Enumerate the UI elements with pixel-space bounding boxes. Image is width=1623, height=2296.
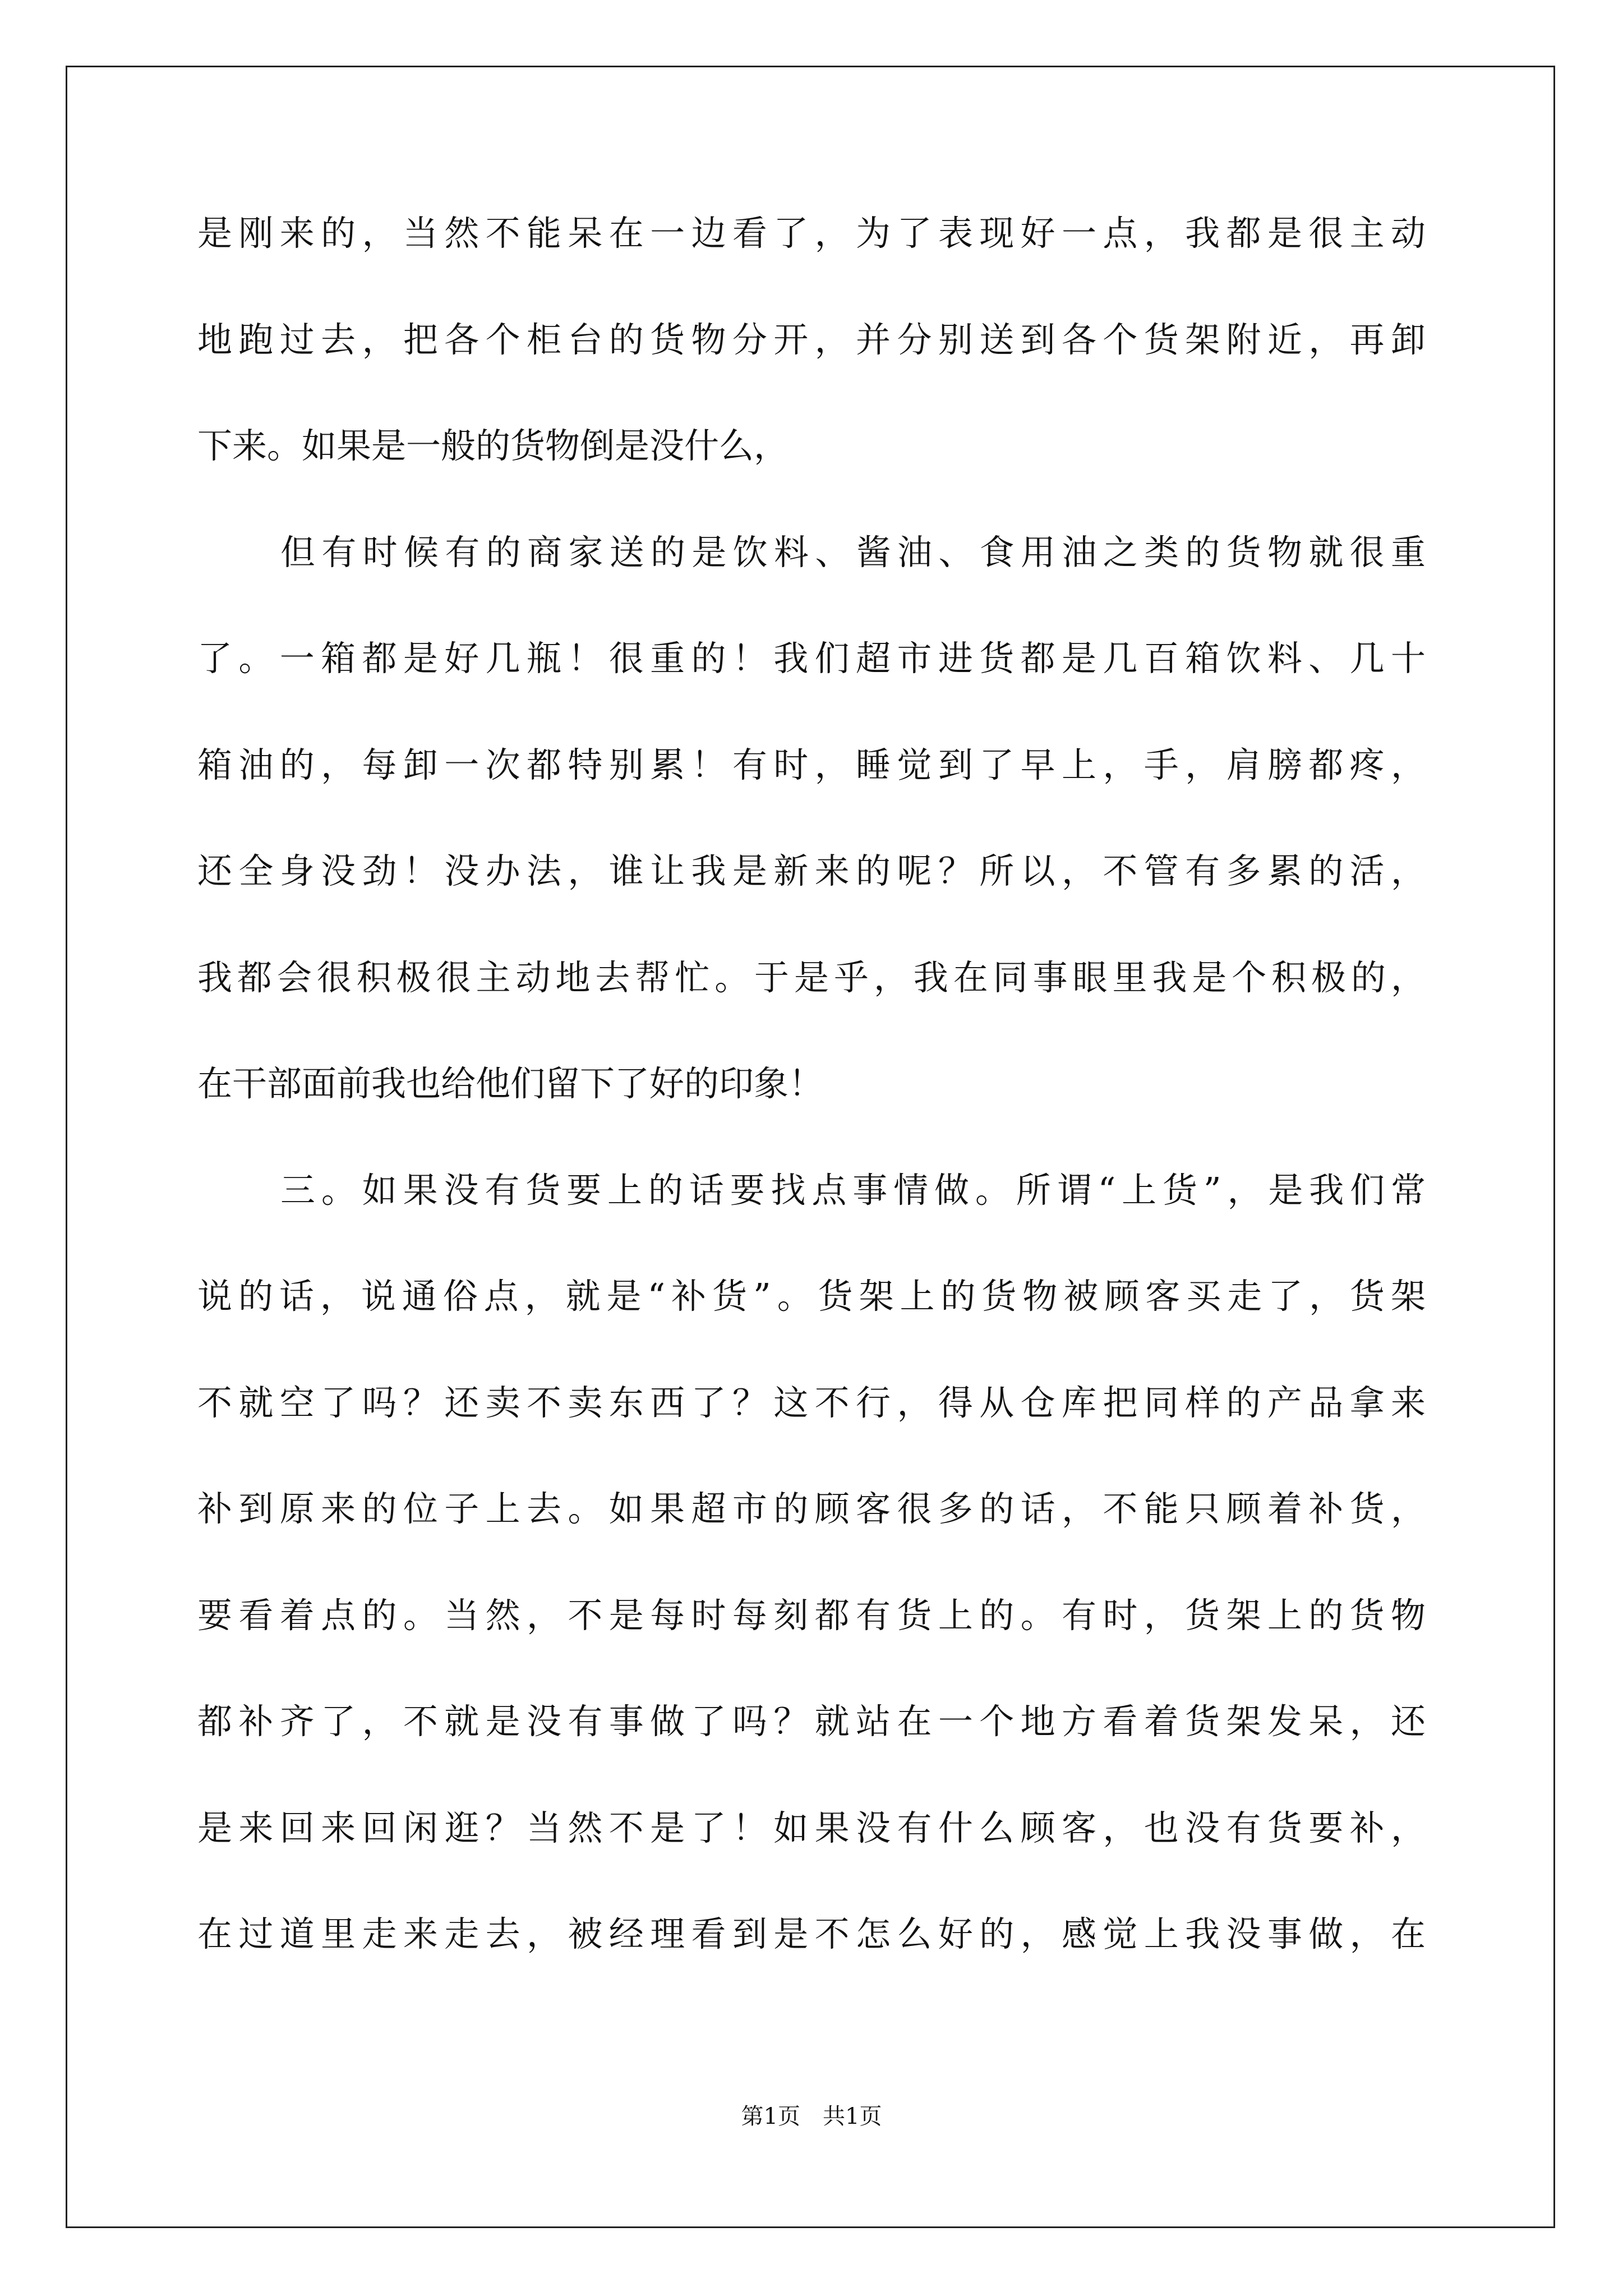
text-line: 补到原来的位子上去。如果超市的顾客很多的话，不能只顾着补货， [197, 1488, 1426, 1529]
text-line: 是来回来回闲逛？当然不是了！如果没有什么顾客，也没有货要补， [197, 1807, 1426, 1848]
text-line: 都补齐了，不就是没有事做了吗？就站在一个地方看着货架发呆，还 [197, 1701, 1426, 1742]
text-line: 说的话，说通俗点，就是“补货”。货架上的货物被顾客买走了，货架 [197, 1276, 1426, 1317]
text-line: 还全身没劲！没办法，谁让我是新来的呢？所以，不管有多累的活， [197, 850, 1426, 891]
text-line: 箱油的，每卸一次都特别累！有时，睡觉到了早上，手，肩膀都疼， [197, 744, 1426, 785]
text-line: 在干部面前我也给他们留下了好的印象！ [197, 1063, 824, 1104]
page-number-footer: 第1页 共1页 [741, 2104, 882, 2129]
text-line: 是刚来的，当然不能呆在一边看了，为了表现好一点，我都是很主动 [197, 213, 1426, 254]
document-body [197, 213, 1426, 2023]
text-line: 我都会很积极很主动地去帮忙。于是乎，我在同事眼里我是个积极的， [197, 956, 1426, 998]
text-line: 下来。如果是一般的货物倒是没什么， [197, 425, 789, 466]
text-line: 要看着点的。当然，不是每时每刻都有货上的。有时，货架上的货物 [197, 1594, 1426, 1636]
text-line: 在过道里走来走去，被经理看到是不怎么好的，感觉上我没事做，在 [197, 1913, 1426, 1954]
text-line: 不就空了吗？还卖不卖东西了？这不行，得从仓库把同样的产品拿来 [197, 1382, 1426, 1423]
text-line: 但有时候有的商家送的是饮料、酱油、食用油之类的货物就很重 [280, 531, 1426, 573]
text-line: 三。如果没有货要上的话要找点事情做。所谓“上货”，是我们常 [280, 1169, 1426, 1211]
text-line: 地跑过去，把各个柜台的货物分开，并分别送到各个货架附近，再卸 [197, 319, 1426, 360]
text-line: 了。一箱都是好几瓶！很重的！我们超市进货都是几百箱饮料、几十 [197, 638, 1426, 679]
